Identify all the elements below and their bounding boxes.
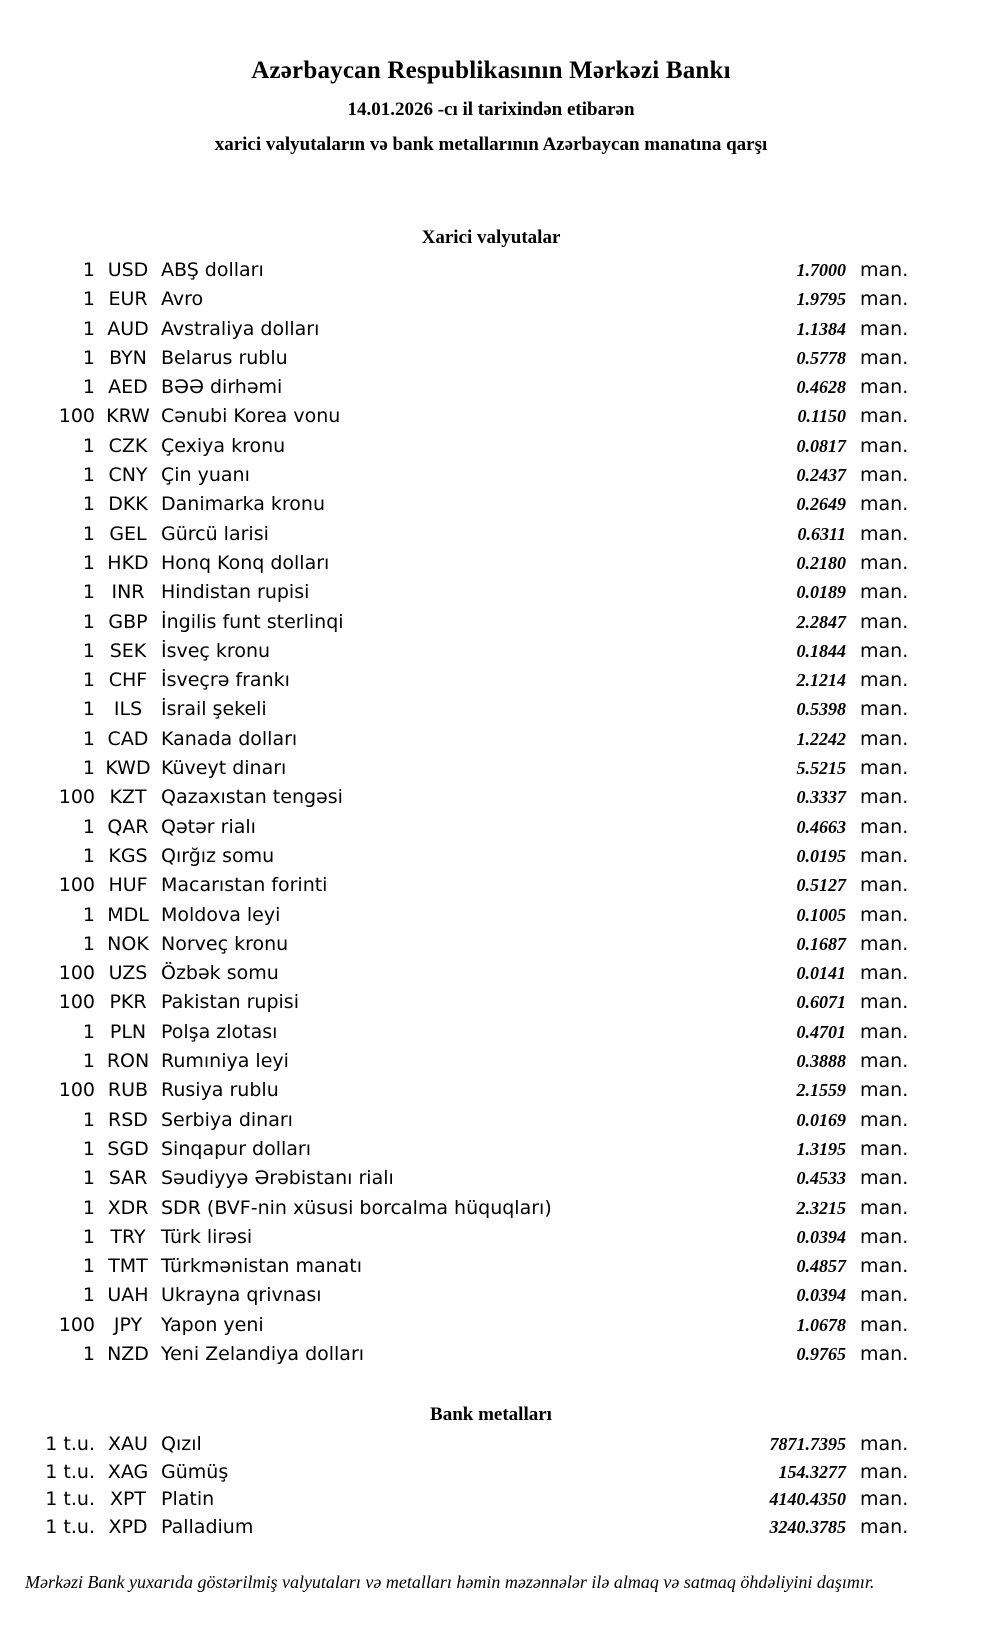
currency-quantity: 1	[82, 1225, 95, 1248]
exchange-rate: 2.3215	[796, 1197, 846, 1218]
table-row	[0, 520, 982, 549]
currency-quantity: 100	[58, 405, 95, 428]
currency-name: Avro	[161, 288, 204, 311]
currency-code: PKR	[109, 991, 147, 1014]
table-row	[0, 549, 982, 578]
currency-quantity: 1	[82, 1108, 95, 1131]
table-row	[0, 901, 982, 930]
currency-name: Norveç kronu	[161, 932, 289, 955]
exchange-rate: 0.5398	[796, 699, 846, 720]
currency-code: NOK	[107, 932, 149, 955]
currency-code: RSD	[108, 1108, 148, 1131]
currency-code: NZD	[107, 1342, 149, 1365]
table-row	[0, 1459, 982, 1487]
currency-name: Sinqapur dolları	[161, 1137, 312, 1160]
currency-quantity: 1	[82, 259, 95, 281]
currency-quantity: 100	[58, 874, 95, 897]
currency-code: ILS	[113, 698, 143, 721]
manat-unit-label: man.	[860, 1342, 909, 1365]
table-row	[0, 637, 982, 666]
currency-name: Avstraliya dolları	[161, 317, 320, 340]
currency-name: Moldova leyi	[161, 903, 281, 926]
metal-rate: 7871.7395	[769, 1434, 846, 1454]
table-row	[0, 725, 982, 754]
currency-code: XDR	[107, 1196, 149, 1219]
currency-code: CZK	[108, 434, 148, 457]
currency-code: MDL	[107, 903, 149, 926]
exchange-rate: 0.0169	[796, 1109, 846, 1130]
manat-unit-label: man.	[860, 1284, 909, 1307]
metal-quantity: 1 t.u.	[45, 1460, 95, 1483]
currency-code: BYN	[109, 346, 147, 369]
currency-code: SEK	[109, 639, 147, 662]
currency-name: Macarıstan forinti	[161, 874, 328, 897]
currency-code: UAH	[107, 1284, 149, 1307]
table-row	[0, 1135, 982, 1164]
metal-rate: 4140.4350	[769, 1489, 846, 1510]
exchange-rate: 2.1214	[796, 670, 846, 691]
currency-name: Danimarka kronu	[161, 493, 326, 516]
currency-name: Yeni Zelandiya dolları	[161, 1342, 365, 1365]
currency-code: JPY	[113, 1313, 143, 1336]
exchange-rate: 0.1150	[797, 406, 846, 427]
metal-code: XPD	[108, 1515, 148, 1538]
metal-quantity: 1 t.u.	[45, 1488, 95, 1511]
currency-quantity: 1	[82, 434, 95, 457]
currency-name: ABŞ dolları	[161, 259, 264, 281]
currency-name: Pakistan rupisi	[161, 991, 299, 1014]
manat-unit-label: man.	[860, 493, 909, 516]
metal-name: Qızıl	[161, 1433, 202, 1455]
document-subtitle: xarici valyutaların və bank metallarının Azərbaycan manatına qarşı	[214, 134, 768, 155]
currency-code: EUR	[108, 288, 148, 311]
currency-quantity: 1	[82, 376, 95, 399]
currency-quantity: 100	[58, 786, 95, 809]
currency-quantity: 1	[82, 903, 95, 926]
table-row	[0, 1340, 982, 1369]
currency-code: CNY	[108, 464, 148, 487]
currency-name: Gürcü larisi	[161, 522, 269, 545]
currency-code: KGS	[108, 844, 148, 867]
table-row	[0, 1311, 982, 1340]
manat-unit-label: man.	[860, 874, 909, 897]
metal-code: XPT	[109, 1488, 147, 1511]
manat-unit-label: man.	[860, 464, 909, 487]
currency-quantity: 1	[82, 1342, 95, 1365]
exchange-rate: 0.2437	[796, 465, 846, 486]
currency-quantity: 100	[58, 962, 95, 985]
manat-unit-label: man.	[860, 815, 909, 838]
exchange-rate: 0.5778	[796, 347, 846, 368]
table-row	[0, 1194, 982, 1223]
foreign-currencies-table	[0, 256, 982, 1369]
manat-unit-label: man.	[860, 610, 909, 633]
table-row	[0, 959, 982, 988]
currency-quantity: 1	[82, 1284, 95, 1307]
currency-code: AUD	[107, 317, 149, 340]
manat-unit-label: man.	[860, 698, 909, 721]
currency-name: Kanada dolları	[161, 727, 298, 750]
currency-name: Özbək somu	[161, 962, 279, 985]
currency-quantity: 100	[58, 1079, 95, 1102]
manat-unit-label: man.	[860, 1433, 909, 1455]
currency-quantity: 1	[82, 757, 95, 780]
currency-quantity: 1	[82, 639, 95, 662]
currency-quantity: 1	[82, 610, 95, 633]
currency-code: TRY	[110, 1225, 146, 1248]
metal-quantity: 1 t.u.	[45, 1433, 95, 1455]
currency-code: SGD	[107, 1137, 149, 1160]
exchange-rate: 0.2180	[796, 552, 846, 573]
currency-code: TMT	[108, 1255, 148, 1278]
table-row	[0, 256, 982, 285]
currency-name: BƏƏ dirhəmi	[161, 376, 283, 399]
metal-name: Gümüş	[161, 1460, 229, 1483]
exchange-rate: 0.0394	[796, 1226, 846, 1247]
effective-date: 14.01.2026 -cı il tarixindən etibarən	[347, 99, 635, 120]
manat-unit-label: man.	[860, 551, 909, 574]
table-row	[0, 1164, 982, 1193]
currency-name: Rumıniya leyi	[161, 1050, 289, 1073]
table-row	[0, 695, 982, 724]
exchange-rate: 5.5215	[796, 758, 846, 779]
table-row	[0, 608, 982, 637]
table-row	[0, 432, 982, 461]
currency-name: İngilis funt sterlinqi	[161, 610, 344, 633]
currency-code: CAD	[107, 727, 149, 750]
table-row	[0, 1106, 982, 1135]
exchange-rate: 0.9765	[796, 1343, 846, 1364]
exchange-rate: 1.7000	[796, 260, 846, 280]
exchange-rate: 1.0678	[796, 1314, 846, 1335]
manat-unit-label: man.	[860, 991, 909, 1014]
manat-unit-label: man.	[860, 405, 909, 428]
disclaimer-text: Mərkəzi Bank yuxarıda göstərilmiş valyutaları və metalları həmin məzənnələr ilə almaq və satmaq öhdəliyini daşımır.	[25, 1572, 875, 1592]
currency-code: PLN	[109, 1020, 147, 1043]
exchange-rate: 0.2649	[796, 494, 846, 515]
bank-metals-table	[0, 1431, 982, 1541]
exchange-rate: 0.4663	[796, 816, 846, 837]
currency-quantity: 1	[82, 346, 95, 369]
manat-unit-label: man.	[860, 669, 909, 692]
currency-quantity: 1	[82, 1255, 95, 1278]
currency-quantity: 1	[82, 288, 95, 311]
currency-quantity: 1	[82, 815, 95, 838]
exchange-rate: 1.2242	[796, 728, 846, 749]
manat-unit-label: man.	[860, 346, 909, 369]
page-title: Azərbaycan Respublikasının Mərkəzi Bankı	[251, 57, 731, 84]
currency-code: KZT	[109, 786, 147, 809]
manat-unit-label: man.	[860, 376, 909, 399]
manat-unit-label: man.	[860, 1020, 909, 1043]
exchange-rate: 1.1384	[796, 318, 846, 339]
manat-unit-label: man.	[860, 962, 909, 985]
exchange-rate: 2.1559	[796, 1080, 846, 1101]
currency-name: İsrail şekeli	[161, 698, 267, 721]
manat-unit-label: man.	[860, 1137, 909, 1160]
currency-name: İsveç kronu	[161, 639, 271, 662]
currency-name: Türkmənistan manatı	[161, 1255, 363, 1278]
currency-code: GEL	[109, 522, 147, 545]
currency-quantity: 1	[82, 317, 95, 340]
table-row	[0, 461, 982, 490]
table-row	[0, 1252, 982, 1281]
currency-code: HKD	[107, 551, 149, 574]
table-row	[0, 1281, 982, 1310]
currency-name: Qazaxıstan tengəsi	[161, 786, 343, 809]
manat-unit-label: man.	[860, 259, 909, 281]
manat-unit-label: man.	[860, 903, 909, 926]
manat-unit-label: man.	[860, 1515, 909, 1538]
manat-unit-label: man.	[860, 844, 909, 867]
exchange-rate: 2.2847	[796, 611, 846, 632]
exchange-rate: 0.4701	[796, 1021, 846, 1042]
exchange-rate: 0.0394	[796, 1285, 846, 1306]
manat-unit-label: man.	[860, 727, 909, 750]
currency-name: Polşa zlotası	[161, 1020, 278, 1043]
table-row	[0, 871, 982, 900]
currency-quantity: 1	[82, 1050, 95, 1073]
currency-quantity: 1	[82, 1167, 95, 1190]
manat-unit-label: man.	[860, 786, 909, 809]
table-row	[0, 666, 982, 695]
metal-quantity: 1 t.u.	[45, 1515, 95, 1538]
currency-code: KRW	[106, 405, 150, 428]
manat-unit-label: man.	[860, 522, 909, 545]
exchange-rate: 0.0195	[796, 845, 846, 866]
manat-unit-label: man.	[860, 317, 909, 340]
manat-unit-label: man.	[860, 1255, 909, 1278]
table-row	[0, 754, 982, 783]
table-row	[0, 1223, 982, 1252]
exchange-rate: 1.3195	[796, 1138, 846, 1159]
currency-quantity: 1	[82, 551, 95, 574]
currency-name: Hindistan rupisi	[161, 581, 310, 604]
exchange-rate: 1.9795	[796, 289, 846, 310]
currency-name: Küveyt dinarı	[161, 757, 287, 780]
table-row	[0, 344, 982, 373]
table-row	[0, 930, 982, 959]
currency-code: UZS	[108, 962, 148, 985]
table-row	[0, 285, 982, 314]
currency-quantity: 1	[82, 727, 95, 750]
exchange-rate: 0.0189	[796, 582, 846, 603]
exchange-rate: 0.4857	[796, 1256, 846, 1277]
manat-unit-label: man.	[860, 1196, 909, 1219]
currency-code: AED	[108, 376, 148, 399]
table-row	[0, 783, 982, 812]
currency-name: Honq Konq dolları	[161, 551, 330, 574]
table-row	[0, 988, 982, 1017]
currency-code: DKK	[108, 493, 148, 516]
manat-unit-label: man.	[860, 757, 909, 780]
currency-quantity: 1	[82, 1196, 95, 1219]
table-row	[0, 315, 982, 344]
metal-name: Platin	[161, 1488, 215, 1511]
manat-unit-label: man.	[860, 581, 909, 604]
bank-metals-section-title: Bank metalları	[430, 1404, 552, 1425]
currency-name: Rusiya rublu	[161, 1079, 279, 1102]
currency-name: Çexiya kronu	[161, 434, 286, 457]
currency-quantity: 1	[82, 669, 95, 692]
exchange-rate: 0.1687	[796, 933, 846, 954]
table-row	[0, 1486, 982, 1514]
currency-quantity: 1	[82, 1020, 95, 1043]
table-row	[0, 1431, 982, 1459]
currency-quantity: 1	[82, 932, 95, 955]
manat-unit-label: man.	[860, 1050, 909, 1073]
foreign-currencies-section-title: Xarici valyutalar	[421, 227, 561, 248]
table-row	[0, 1047, 982, 1076]
currency-name: Səudiyyə Ərəbistanı rialı	[161, 1167, 394, 1190]
exchange-rate: 0.4533	[796, 1168, 846, 1189]
manat-unit-label: man.	[860, 1313, 909, 1336]
table-row	[0, 373, 982, 402]
manat-unit-label: man.	[860, 1225, 909, 1248]
exchange-rate: 0.1005	[796, 904, 846, 925]
currency-name: Yapon yeni	[161, 1313, 264, 1336]
table-row	[0, 490, 982, 519]
currency-quantity: 1	[82, 844, 95, 867]
currency-code: RON	[106, 1050, 150, 1073]
exchange-rate: 0.1844	[796, 640, 846, 661]
table-row	[0, 842, 982, 871]
currency-name: Cənubi Korea vonu	[161, 405, 341, 428]
currency-quantity: 100	[58, 1313, 95, 1336]
table-row	[0, 1018, 982, 1047]
manat-unit-label: man.	[860, 1108, 909, 1131]
manat-unit-label: man.	[860, 1167, 909, 1190]
currency-code: RUB	[107, 1079, 149, 1102]
currency-name: Ukrayna qrivnası	[161, 1284, 322, 1307]
currency-name: Belarus rublu	[161, 346, 288, 369]
currency-code: CHF	[108, 669, 148, 692]
currency-quantity: 1	[82, 493, 95, 516]
exchange-rate: 0.0817	[796, 435, 846, 456]
currency-code: GBP	[108, 610, 148, 633]
currency-name: İsveçrə frankı	[161, 669, 290, 692]
currency-name: Qətər rialı	[161, 815, 256, 838]
table-row	[0, 578, 982, 607]
manat-unit-label: man.	[860, 1079, 909, 1102]
metal-rate: 3240.3785	[769, 1516, 846, 1537]
metal-name: Palladium	[161, 1515, 254, 1538]
currency-code: KWD	[105, 757, 151, 780]
manat-unit-label: man.	[860, 1460, 909, 1483]
currency-quantity: 100	[58, 991, 95, 1014]
currency-name: Qırğız somu	[161, 844, 275, 867]
currency-code: HUF	[108, 874, 148, 897]
currency-name: Serbiya dinarı	[161, 1108, 293, 1131]
currency-quantity: 1	[82, 1137, 95, 1160]
exchange-rate: 0.6071	[796, 992, 846, 1013]
currency-name: Çin yuanı	[161, 464, 250, 487]
exchange-rate: 0.3337	[796, 787, 846, 808]
exchange-rate: 0.6311	[797, 523, 846, 544]
manat-unit-label: man.	[860, 288, 909, 311]
table-row	[0, 1076, 982, 1105]
exchange-rate: 0.5127	[796, 875, 846, 896]
currency-quantity: 1	[82, 522, 95, 545]
metal-code: XAU	[108, 1433, 148, 1455]
currency-code: USD	[107, 259, 149, 281]
metal-code: XAG	[107, 1460, 149, 1483]
currency-quantity: 1	[82, 581, 95, 604]
metal-rate: 154.3277	[778, 1461, 846, 1482]
currency-name: Türk lirəsi	[161, 1225, 253, 1248]
manat-unit-label: man.	[860, 932, 909, 955]
currency-code: INR	[111, 581, 145, 604]
currency-name: SDR (BVF-nin xüsusi borcalma hüquqları)	[161, 1196, 552, 1219]
manat-unit-label: man.	[860, 639, 909, 662]
currency-code: SAR	[108, 1167, 148, 1190]
table-row	[0, 402, 982, 431]
table-row	[0, 1514, 982, 1542]
currency-code: QAR	[107, 815, 149, 838]
exchange-rate: 0.3888	[796, 1051, 846, 1072]
exchange-rate: 0.4628	[796, 377, 846, 398]
manat-unit-label: man.	[860, 434, 909, 457]
exchange-rate: 0.0141	[796, 963, 846, 984]
currency-quantity: 1	[82, 464, 95, 487]
currency-quantity: 1	[82, 698, 95, 721]
manat-unit-label: man.	[860, 1488, 909, 1511]
table-row	[0, 813, 982, 842]
